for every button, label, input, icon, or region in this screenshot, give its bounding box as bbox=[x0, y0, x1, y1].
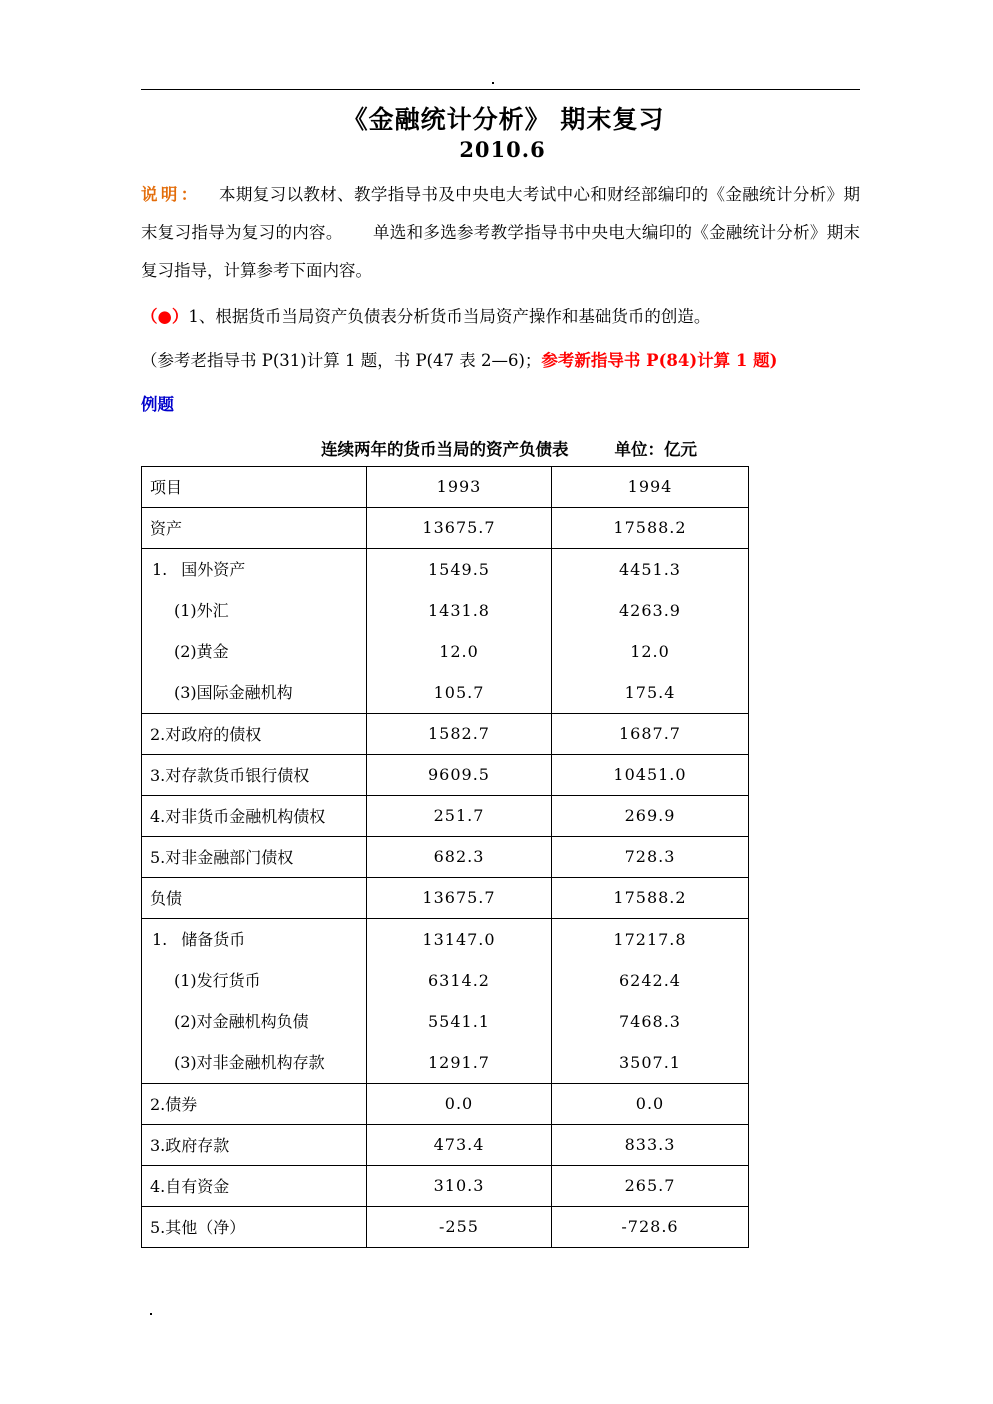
reference-text-red: 参考新指导书 P(84)计算 1 题) bbox=[541, 350, 778, 370]
page-subtitle: 2010.6 bbox=[459, 137, 546, 163]
table-header-row bbox=[142, 466, 749, 507]
row-label-text: 储备货币 bbox=[181, 929, 246, 949]
balance-sheet-table bbox=[141, 466, 749, 1248]
cell-1994: -728.6 bbox=[552, 1206, 749, 1247]
group-values-1994-foreign-assets bbox=[552, 548, 749, 713]
cell-1993: -255 bbox=[367, 1206, 552, 1247]
row-label bbox=[150, 549, 358, 590]
reference-text-black: （参考老指导书 P(31)计算 1 题，书 P(47 表 2—6)； bbox=[141, 350, 542, 370]
cell-1993: 13675.7 bbox=[367, 877, 552, 918]
row-label: 负债 bbox=[142, 877, 367, 918]
item-text: 1、根据货币当局资产负债表分析货币当局资产操作和基础货币的创造。 bbox=[188, 306, 711, 326]
row-label-text: 国外资产 bbox=[181, 559, 246, 579]
cell-1994: 17588.2 bbox=[552, 877, 749, 918]
row-label: 2.对政府的债权 bbox=[142, 713, 367, 754]
cell-1993: 9609.5 bbox=[367, 754, 552, 795]
row-label: 3.政府存款 bbox=[142, 1124, 367, 1165]
group-values-1993-reserve-money bbox=[367, 918, 552, 1083]
cell-1994: 12.0 bbox=[630, 641, 670, 661]
cell-1994: 728.3 bbox=[552, 836, 749, 877]
note-label: 说明： bbox=[141, 184, 201, 204]
cell-1994: 3507.1 bbox=[619, 1052, 681, 1072]
cell-1993: 1431.8 bbox=[428, 600, 490, 620]
table-caption bbox=[141, 436, 860, 460]
cell-1993: 6314.2 bbox=[428, 970, 490, 990]
cell-1993: 682.3 bbox=[367, 836, 552, 877]
cell-1994: 175.4 bbox=[624, 682, 676, 702]
cell-1994: 17217.8 bbox=[613, 929, 687, 949]
reference-paragraph bbox=[141, 342, 860, 380]
table-caption-title: 连续两年的货币当局的资产负债表 bbox=[321, 439, 569, 459]
cell-1994: 1687.7 bbox=[552, 713, 749, 754]
table-row bbox=[142, 754, 749, 795]
cell-1993: 473.4 bbox=[367, 1124, 552, 1165]
row-label: 4.自有资金 bbox=[142, 1165, 367, 1206]
table-row bbox=[142, 836, 749, 877]
table-row bbox=[142, 1083, 749, 1124]
cell-1994: 6242.4 bbox=[619, 970, 681, 990]
cell-1993: 1582.7 bbox=[367, 713, 552, 754]
page-title: 《金融统计分析》 期末复习 bbox=[342, 105, 665, 134]
table-row bbox=[142, 713, 749, 754]
note-paragraph bbox=[141, 176, 860, 290]
cell-1993: 310.3 bbox=[367, 1165, 552, 1206]
row-label: 2.债券 bbox=[142, 1083, 367, 1124]
row-label: 资产 bbox=[142, 507, 367, 548]
cell-1993: 13675.7 bbox=[367, 507, 552, 548]
table-row bbox=[142, 1124, 749, 1165]
row-label: (1)发行货币 bbox=[174, 970, 261, 990]
group-values-1994-reserve-money bbox=[552, 918, 749, 1083]
document-content bbox=[141, 104, 860, 1248]
table-row bbox=[142, 795, 749, 836]
row-label: (3)国际金融机构 bbox=[174, 682, 293, 702]
table-row-assets-total bbox=[142, 507, 749, 548]
row-number: 1. bbox=[152, 929, 168, 949]
row-label: (2)对金融机构负债 bbox=[174, 1011, 309, 1031]
table-row-liabilities-total bbox=[142, 877, 749, 918]
table-row-reserve-money-group bbox=[142, 918, 749, 1083]
row-label: 3.对存款货币银行债权 bbox=[142, 754, 367, 795]
row-number: 1. bbox=[152, 559, 168, 579]
cell-1994: 265.7 bbox=[552, 1165, 749, 1206]
red-bullet-icon: （●） bbox=[141, 306, 189, 326]
footer-artifact-dot bbox=[150, 1313, 152, 1315]
table-row-foreign-assets-group bbox=[142, 548, 749, 713]
cell-1993: 105.7 bbox=[433, 682, 485, 702]
note-text-first: 本期复习以教材、教学指导书及中央电大考试中心和财经部编印的《金融统计分析》期末复习指导为复习的内容。 bbox=[141, 184, 861, 242]
table-caption-unit: 单位：亿元 bbox=[614, 439, 697, 459]
cell-1993: 251.7 bbox=[367, 795, 552, 836]
cell-1993: 0.0 bbox=[367, 1083, 552, 1124]
group-labels-foreign-assets bbox=[142, 548, 367, 713]
cell-1994: 833.3 bbox=[552, 1124, 749, 1165]
cell-1993: 13147.0 bbox=[422, 929, 496, 949]
cell-1993: 1291.7 bbox=[428, 1052, 490, 1072]
cell-1994: 0.0 bbox=[552, 1083, 749, 1124]
row-label: (1)外汇 bbox=[174, 600, 229, 620]
cell-1993: 5541.1 bbox=[428, 1011, 490, 1031]
note-text-second: 单选和多选参考教学指导书中央电大编印的《金融统计分析》期末复习指导，计算参考下面内容。 bbox=[141, 222, 861, 280]
cell-1993: 1549.5 bbox=[428, 559, 490, 579]
cell-1994: 269.9 bbox=[552, 795, 749, 836]
cell-1994: 7468.3 bbox=[619, 1011, 681, 1031]
column-header-1994: 1994 bbox=[552, 466, 749, 507]
row-label: 5.其他（净） bbox=[142, 1206, 367, 1247]
group-labels-reserve-money bbox=[142, 918, 367, 1083]
row-label: 4.对非货币金融机构债权 bbox=[142, 795, 367, 836]
cell-1994: 17588.2 bbox=[552, 507, 749, 548]
group-values-1993-foreign-assets bbox=[367, 548, 552, 713]
example-label: 例题 bbox=[141, 394, 174, 414]
column-header-item: 项目 bbox=[142, 466, 367, 507]
header-rule bbox=[141, 89, 860, 90]
row-label: (3)对非金融机构存款 bbox=[174, 1052, 325, 1072]
row-label bbox=[150, 919, 358, 960]
cell-1994: 10451.0 bbox=[552, 754, 749, 795]
column-header-1993: 1993 bbox=[367, 466, 552, 507]
header-artifact-dot bbox=[492, 82, 494, 84]
table-row bbox=[142, 1165, 749, 1206]
row-label: (2)黄金 bbox=[174, 641, 229, 661]
cell-1993: 12.0 bbox=[439, 641, 479, 661]
table-row bbox=[142, 1206, 749, 1247]
cell-1994: 4263.9 bbox=[619, 600, 681, 620]
row-label: 5.对非金融部门债权 bbox=[142, 836, 367, 877]
cell-1994: 4451.3 bbox=[619, 559, 681, 579]
item-paragraph bbox=[141, 298, 860, 336]
